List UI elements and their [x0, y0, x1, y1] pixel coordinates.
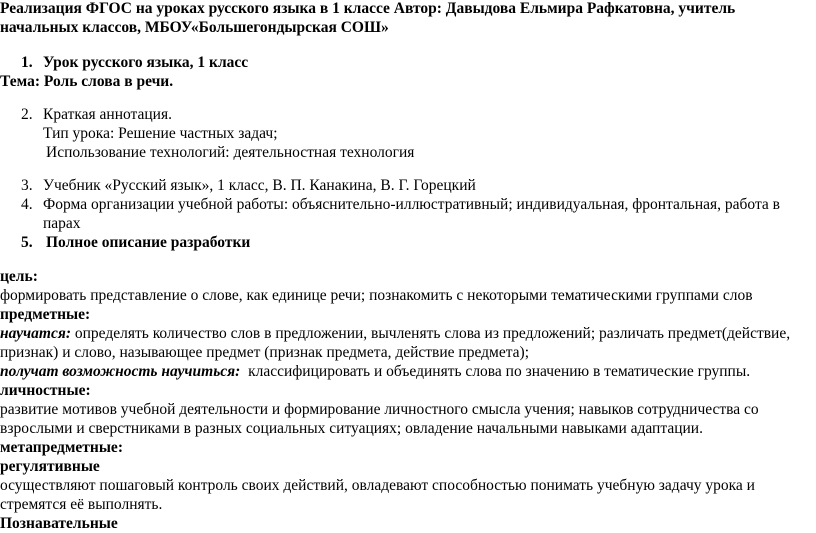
list-number-4: 4.	[21, 196, 33, 213]
list-item-3: Учебник «Русский язык», 1 класс, В. П. Канакина, В. Г. Горецкий	[43, 177, 476, 194]
list-item-4-line2: парах	[43, 215, 81, 232]
learn-text-2: признак) и слово, называющее предмет (признак предмета, действие предмета);	[0, 344, 530, 361]
chance-label: получат возможность научиться:	[0, 363, 241, 380]
document-title-line2: начальных классов, МБОУ«Большегондырская СОШ»	[0, 19, 389, 36]
learn-label: научатся:	[0, 325, 71, 342]
learn-line1	[0, 324, 790, 343]
list-item-4-line1: Форма организации учебной работы: объяснительно-иллюстративный; индивидуальная, фронтальная, работа в	[43, 196, 780, 213]
meta-results-label: метапредметные:	[0, 439, 123, 456]
cognitive-label: Познавательные	[0, 515, 118, 532]
personal-results-label: личностные:	[0, 382, 91, 399]
chance-text: классифицировать и объединять слова по значению в тематические группы.	[248, 363, 751, 380]
theme-text: Роль слова в речи.	[43, 73, 174, 90]
list-number-5: 5.	[21, 234, 33, 251]
document-title-line1: Реализация ФГОС на уроках русского языка в 1 классе Автор: Давыдова Ельмира Рафкатовна, учитель	[0, 0, 736, 17]
regulatory-label: регулятивные	[0, 458, 100, 475]
list-number-2: 2.	[21, 106, 33, 123]
list-item-5: Полное описание разработки	[46, 234, 251, 251]
goal-label: цель:	[0, 268, 38, 285]
list-number-1: 1.	[21, 54, 33, 71]
list-item-2: Краткая аннотация.	[43, 106, 172, 123]
theme-line	[0, 72, 173, 91]
goal-text: формировать представление о слове, как единице речи; познакомить с некоторыми тематическими группами слов	[0, 287, 753, 304]
subject-results-label: предметные:	[0, 306, 91, 323]
theme-label: Тема:	[0, 73, 40, 90]
technology-used: Использование технологий: деятельностная технология	[46, 144, 415, 161]
learn-text-1: определять количество слов в предложении, вычленять слова из предложений; различать предмет(действие,	[74, 325, 791, 342]
chance-line	[0, 362, 750, 381]
list-item-1: Урок русского языка, 1 класс	[43, 54, 249, 71]
regulatory-text-2: стремятся её выполнять.	[0, 496, 163, 513]
lesson-type: Тип урока: Решение частных задач;	[43, 125, 278, 142]
personal-text-2: взрослыми и сверстниками в разных социальных ситуациях; овладение начальными навыками адаптации.	[0, 420, 703, 437]
regulatory-text-1: осуществляют пошаговый контроль своих действий, овладевают способностью понимать учебную задачу урока и	[0, 477, 755, 494]
list-number-3: 3.	[21, 177, 33, 194]
personal-text-1: развитие мотивов учебной деятельности и формирование личностного смысла учения; навыков сотрудничества со	[0, 401, 759, 418]
